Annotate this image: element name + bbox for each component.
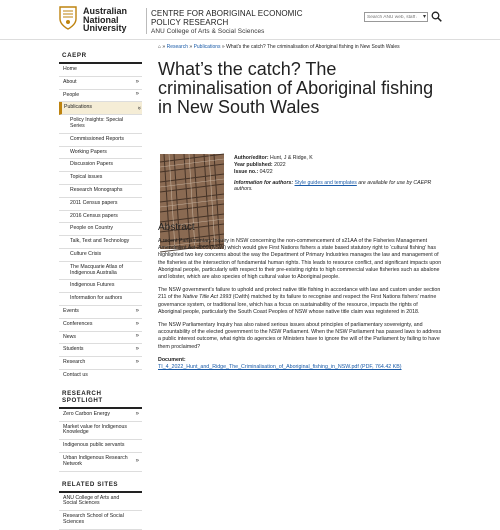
chevron-down-icon[interactable]: ▾ [422,14,426,20]
document-label: Document: [158,356,186,363]
sidebar-subitem-info-for-authors[interactable]: Information for authors [59,293,142,306]
sidebar-item-news[interactable]: News » [59,332,142,345]
main-content [158,44,442,371]
breadcrumb-research[interactable]: Research [166,44,188,50]
expand-icon[interactable]: » [135,307,139,314]
university-name: Australian National University [83,6,128,33]
site-header [0,0,500,40]
sidebar-subitem-working-papers[interactable]: Working Papers [59,147,142,160]
sidebar-heading: CAEPR [59,52,142,64]
page-title: What’s the catch? The criminalisation of Aboriginal fishing in New South Wales [158,59,434,117]
sidebar-item-about[interactable]: About » [59,77,142,90]
research-spotlight-heading: RESEARCH SPOTLIGHT [59,390,142,409]
breadcrumb: ⌂ » Research » Publications » What's the catch? The criminalisation of Aboriginal fishing in New South Wales [158,44,400,50]
abstract-body [158,238,442,371]
college-subtitle: ANU College of Arts & Social Sciences [151,28,265,35]
spotlight-item-public-servants[interactable]: Indigenous public servants [59,440,142,453]
sidebar-subitem-discussion-papers[interactable]: Discussion Papers [59,159,142,172]
sidebar-item-conferences[interactable]: Conferences » [59,319,142,332]
sidebar-subitem-culture-crisis[interactable]: Culture Crisis [59,249,142,262]
breadcrumb-publications[interactable]: Publications [193,44,221,50]
author-row: Author/editor: Hunt, J & Ridge, K [234,155,313,161]
sidebar [59,52,142,530]
document-section [158,357,442,371]
expand-icon[interactable]: » [135,333,139,340]
header-divider [146,8,147,34]
sidebar-item-research[interactable]: Research » [59,357,142,370]
sidebar-subitem-policy-insights[interactable]: Policy Insights: Special Series [59,115,142,134]
sidebar-subitem-2016-census[interactable]: 2016 Census papers [59,211,142,224]
document-download-link[interactable]: TI_4_2022_Hunt_and_Ridge_The_Criminalisation_of_Aboriginal_fishing_in_NSW.pdf (PDF, 764.42 KB) [158,364,402,371]
expand-icon[interactable]: » [135,410,139,417]
sidebar-subitem-macquarie-atlas[interactable]: The Macquarie Atlas of Indigenous Australia [59,262,142,281]
abstract-heading: Abstract [158,222,195,233]
style-guides-link[interactable]: Style guides and templates [294,180,357,186]
sidebar-subitem-indigenous-futures[interactable]: Indigenous Futures [59,280,142,293]
search-box [364,12,428,22]
sidebar-subitem-topical-issues[interactable]: Topical issues [59,172,142,185]
authors-note: Information for authors: Style guides and templates are available for use by CAEPR authors. [234,180,432,192]
spotlight-item-market-value[interactable]: Market value for Indigenous Knowledge [59,422,142,441]
spotlight-item-zero-carbon[interactable]: Zero Carbon Energy » [59,409,142,422]
sidebar-item-home[interactable]: Home [59,64,142,77]
sidebar-item-publications[interactable]: Publications » [59,102,142,115]
year-row: Year published: 2022 [234,162,286,168]
issue-row: Issue no.: 04/22 [234,169,273,175]
sidebar-item-contact[interactable]: Contact us [63,371,88,378]
sidebar-subitem-2011-census[interactable]: 2011 Census papers [59,198,142,211]
expand-icon[interactable]: » [135,457,139,464]
expand-icon[interactable]: » [135,78,139,85]
anu-logo[interactable] [59,6,143,34]
spotlight-item-urban-network[interactable]: Urban Indigenous Research Network » [59,453,142,472]
sidebar-subitem-commissioned-reports[interactable]: Commissioned Reports [59,134,142,147]
sidebar-item-students[interactable]: Students » [59,344,142,357]
collapse-icon[interactable]: » [135,106,142,110]
related-item-arts-social-sciences[interactable]: ANU College of Arts and Social Sciences [59,493,142,512]
anu-crest-icon [59,6,77,30]
publication-meta [234,155,442,192]
expand-icon[interactable]: » [135,359,139,366]
related-item-rsss[interactable]: Research School of Social Sciences [59,511,142,530]
expand-icon[interactable]: » [135,346,139,353]
abstract-paragraph-3: The NSW Parliamentary Inquiry has also raised serious issues about principles of parliamentary sovereignty, and accountability of the elected government to the NSW Parliament. When the NSW Parliament has passed laws to address a public interest outcome, what rights do agencies or Ministers have to ignore the will of the Parliament by failing to have them proclaimed? [158,322,442,350]
abstract-paragraph-1: A recent Parliamentary Inquiry in NSW concerning the non-commencement of s21AA of the Fisheries Management Amendment Act 2009 (NSW) which would give First Nations fishers a state based statutory right to ‘cultural fishing’ has highlighted two key concerns about the way the Department of Primary Industries manages the law and management of the fisheries at the intersection of fundamental human rights. This leads to resource conflict, and significant impacts upon Aboriginal people, particularly with respect to their pre-existing rights to high commercial value fisheries such as abalone and lobster, which are also species of high cultural value to Aboriginal people. [158,238,442,281]
expand-icon[interactable]: » [135,91,139,98]
search-icon[interactable] [431,11,442,22]
sidebar-item-events[interactable]: Events » [59,306,142,319]
home-icon[interactable]: ⌂ [158,44,162,50]
abstract-paragraph-2: The NSW government’s failure to uphold and protect native title fishing in accordance with law and custom under section 211 of the Native Title Act 1993 (Cwlth) matched by its failure to recognise and respect the First Nations fishers’ marine governance system, or traditional lore, which has a focus on sustainability of the resource, impacts the rights of Aboriginal people, particularly the South Coast Peoples of NSW whose native title claim was registered in 2018. [158,287,441,315]
centre-title[interactable]: CENTRE FOR ABORIGINAL ECONOMIC POLICY RESEARCH ANU College of Arts & Social Sciences [151,9,303,35]
expand-icon[interactable]: » [135,320,139,327]
breadcrumb-current: What's the catch? The criminalisation of Aboriginal fishing in New South Wales [226,44,400,50]
sidebar-subitem-research-monographs[interactable]: Research Monographs [59,185,142,198]
publication-cover-image[interactable] [160,154,224,249]
search-input[interactable] [365,13,417,21]
sidebar-subitem-talk-text-technology[interactable]: Talk, Text and Technology [59,236,142,249]
related-sites-heading: RELATED SITES [59,481,142,493]
sidebar-item-people[interactable]: People » [59,90,142,103]
sidebar-subitem-people-on-country[interactable]: People on Country [59,223,142,236]
